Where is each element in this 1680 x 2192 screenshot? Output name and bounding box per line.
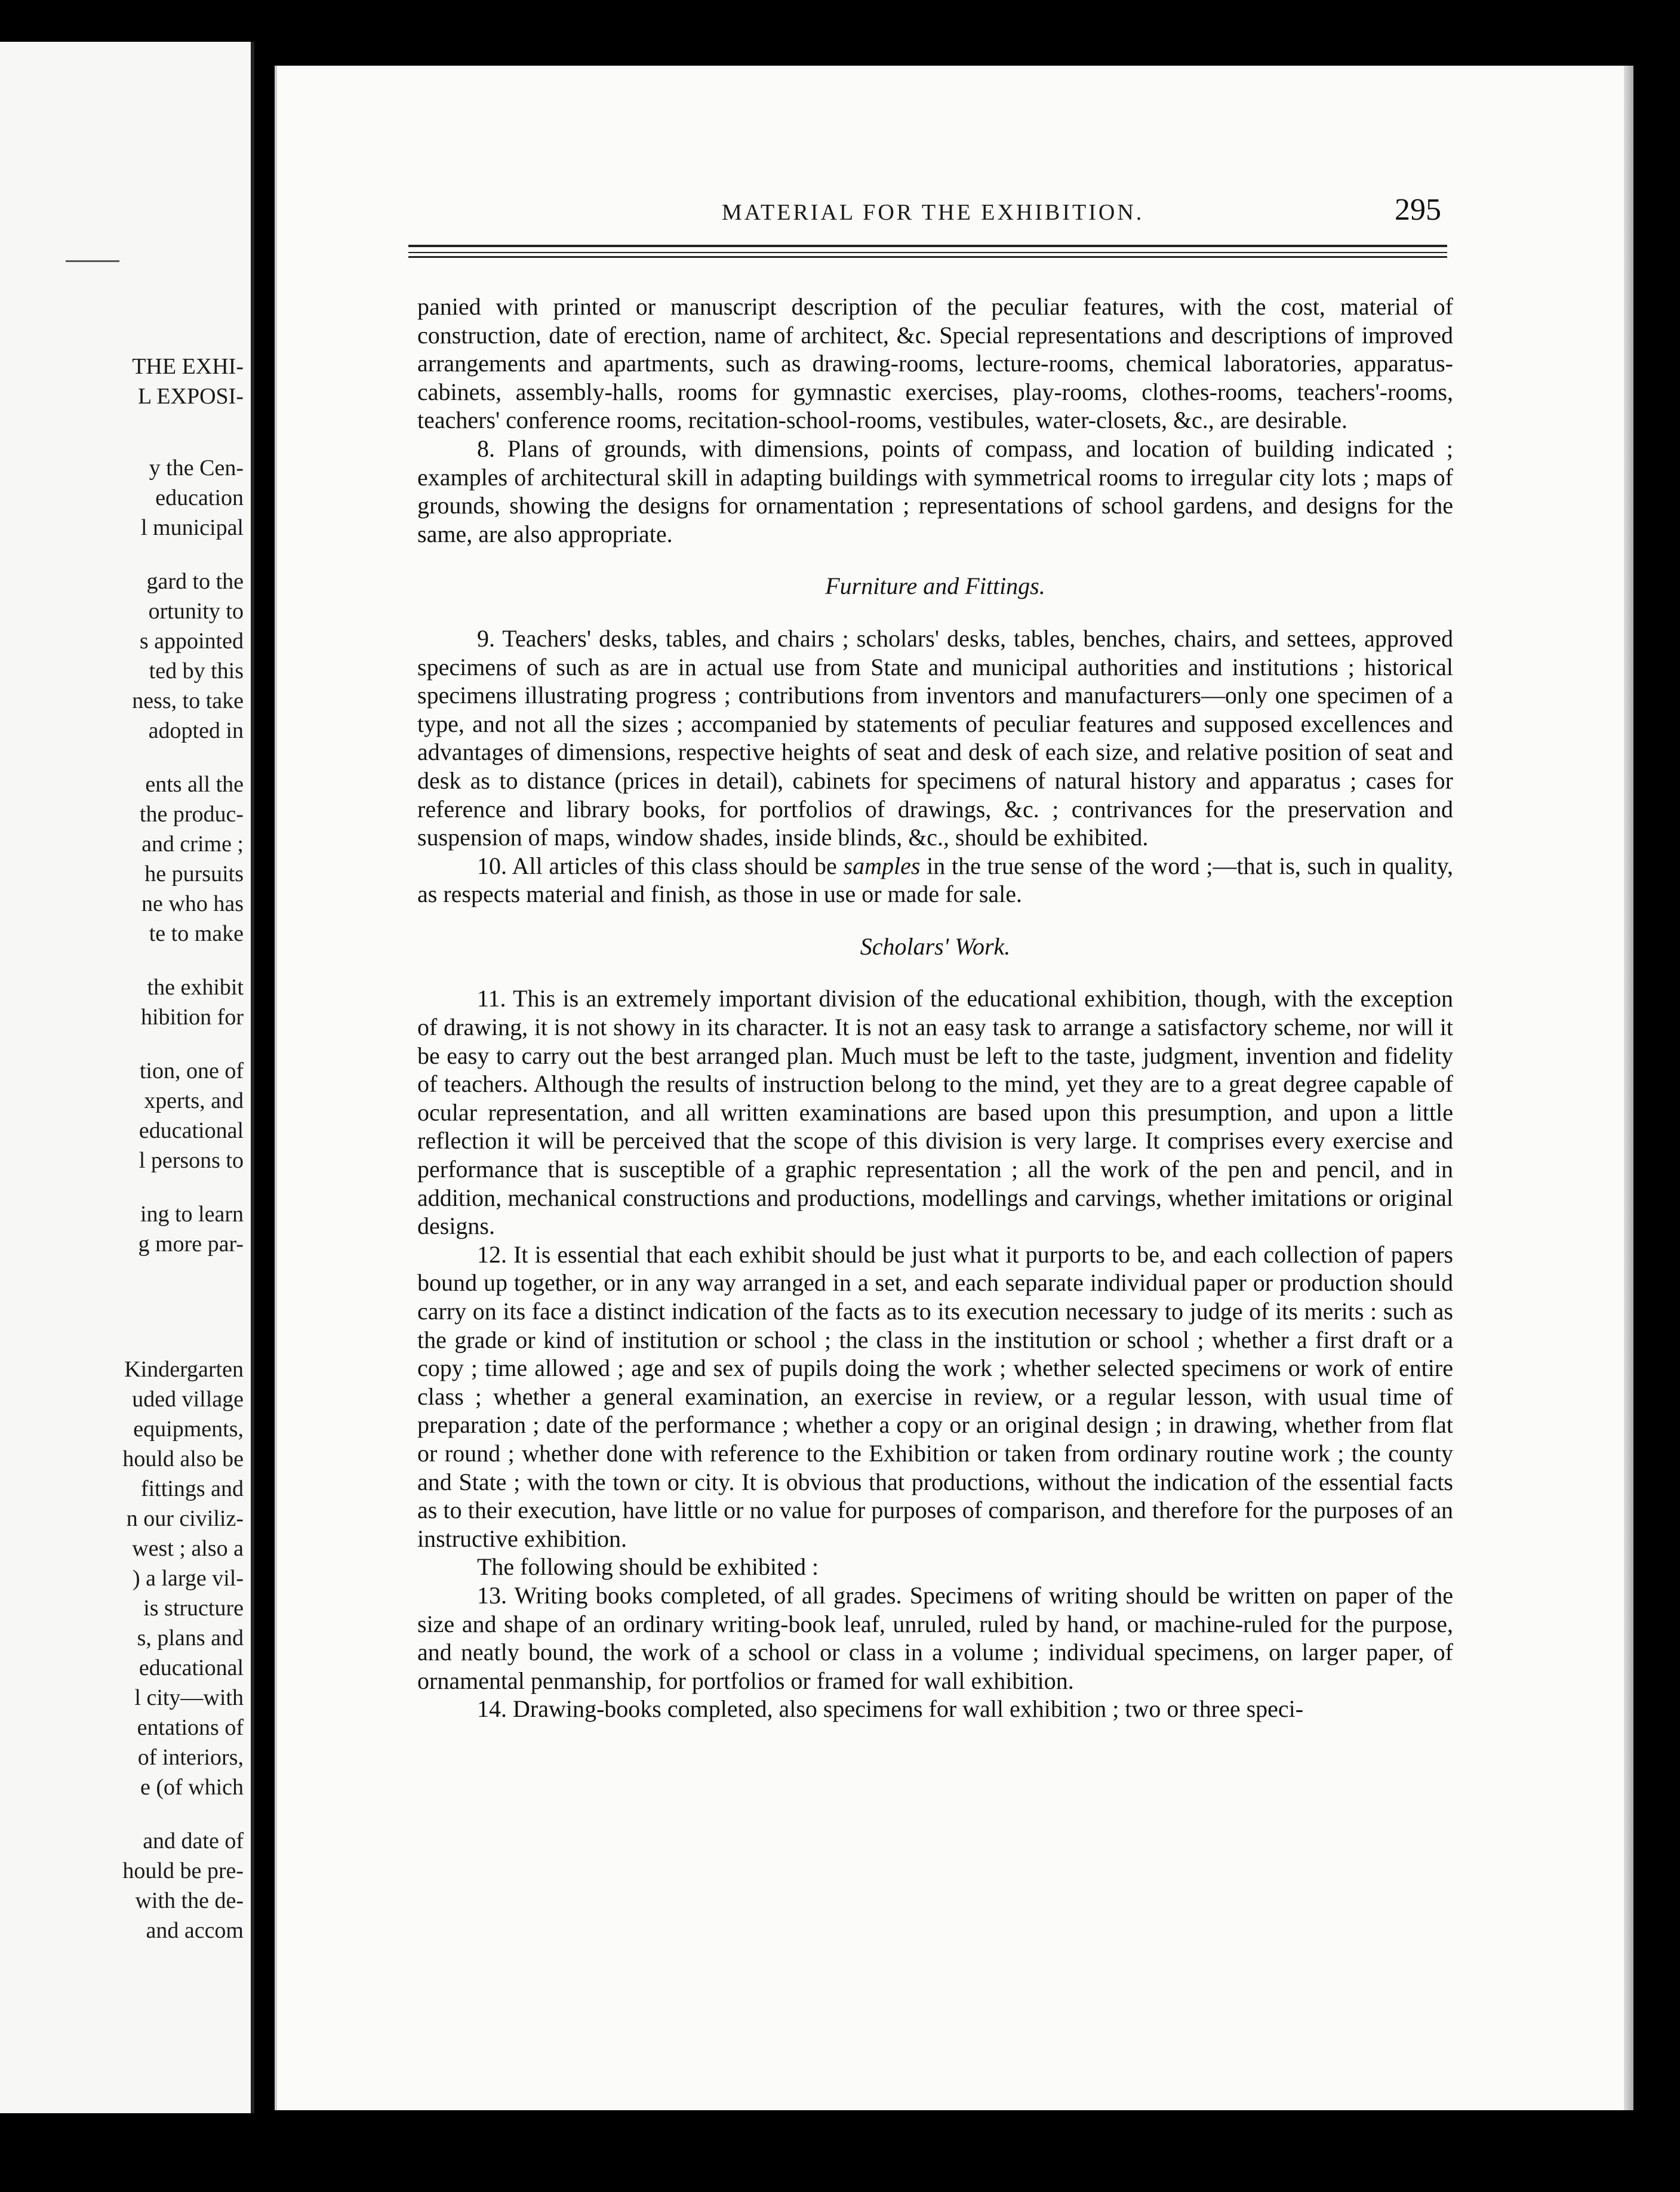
- left-page-fragment: s appointed: [139, 629, 244, 654]
- left-page-fragment: the produc-: [139, 802, 244, 827]
- paragraph-10-start: 10. All articles of this class should be: [477, 852, 844, 879]
- left-page-fragment: uded village: [132, 1387, 244, 1412]
- facing-page-left: [0, 42, 254, 2113]
- left-page-fragment: y the Cen-: [149, 455, 244, 481]
- paragraph-10-emphasis: samples: [843, 852, 921, 879]
- left-page-fragment: hould be pre-: [122, 1858, 244, 1883]
- left-page-fragment: fittings and: [140, 1476, 244, 1501]
- left-page-fragment: ne who has: [141, 891, 244, 916]
- paragraph-8: 8. Plans of grounds, with dimensions, points of compass, and location of building indicated ; examples of architectural skill in adapting buildings with symmetrical rooms to irregular city lots ; maps of grounds, showing the designs for ornamentation ; representations of school gardens, and designs for the same, are also appropriate.: [417, 435, 1453, 547]
- paragraph-14: 14. Drawing-books completed, also specimens for wall exhibition ; two or three speci-: [477, 1695, 1304, 1723]
- main-page: [275, 66, 1633, 2110]
- left-page-fragment: hould also be: [122, 1446, 244, 1471]
- left-page-fragment: hibition for: [140, 1005, 244, 1030]
- running-title: MATERIAL FOR THE EXHIBITION.: [722, 200, 1144, 225]
- header-rule: [408, 245, 1447, 247]
- page-edge: [1624, 66, 1633, 2110]
- left-page-fragment: ted by this: [149, 658, 244, 684]
- page-number: 295: [1395, 193, 1441, 227]
- paragraph-continuation: panied with printed or manuscript description of the peculiar features, with the cost, material of construction, date of erection, name of architect, &c. Special representations and descriptions of improved arrangements and apartments, such as drawing-rooms, lecture-rooms, chemical laboratories, apparatus-cabinets, assembly-halls, rooms for gymnastic exercises, play-rooms, clothes-rooms, teachers'-rooms, teachers' conference rooms, recitation-school-rooms, vestibules, water-closets, &c., are desirable.: [417, 293, 1453, 434]
- left-page-fragment: ortunity to: [148, 599, 244, 624]
- body-text: [417, 293, 1453, 1723]
- left-page-fragment: tion, one of: [139, 1058, 244, 1083]
- left-page-fragment: with the de-: [135, 1888, 244, 1913]
- paragraph-11: 11. This is an extremely important division of the educational exhibition, though, with the exception of drawing, it is not showy in its character. It is not an easy task to arrange a satisfactory scheme, nor will it be easy to carry out the best arranged plan. Much must be left to the taste, judgment, invention and fidelity of teachers. Although the results of instruction belong to the mind, yet they are to a great degree capable of ocular representation, and all written examinations are based upon this presumption, and upon a little reflection it will be perceived that the scope of this division is very large. It comprises every exercise and performance that is susceptible of a graphic representation ; all the work of the pen and pencil, and in addition, mechanical constructions and productions, modellings and carvings, whether imitations or original designs.: [417, 985, 1453, 1240]
- left-page-fragment: g more par-: [138, 1232, 244, 1257]
- left-page-fragment: the exhibit: [147, 975, 244, 1000]
- paragraph-9: 9. Teachers' desks, tables, and chairs ; scholars' desks, tables, benches, chairs, and settees, approved specimens of such as are in actual use from State and municipal authorities and institutions ; historical specimens illustrating progress ; contributions from inventors and manufacturers—only one specimen of a type, and not all the sizes ; accompanied by statements of peculiar features and supposed excellences and advantages of dimensions, respective heights of seat and desk of each size, and relative position of seat and desk as to distance (prices in detail), cabinets for specimens of natural history and apparatus ; cases for reference and library books, for portfolios of drawings, &c. ; contrivances for the preservation and suspension of maps, window shades, inside blinds, &c., should be exhibited.: [417, 624, 1453, 851]
- left-page-fragment: ents all the: [145, 772, 244, 797]
- paragraph-following: The following should be exhibited :: [477, 1553, 819, 1581]
- left-page-fragment: educational: [139, 1118, 244, 1143]
- left-page-fragment: ness, to take: [132, 688, 244, 713]
- left-page-fragment: and accom: [146, 1918, 244, 1943]
- left-page-fragment: and crime ;: [141, 832, 244, 857]
- left-page-fragment: xperts, and: [144, 1088, 244, 1113]
- left-page-fragment: gard to the: [146, 569, 244, 594]
- left-page-fragment: n our civiliz-: [126, 1506, 244, 1531]
- left-page-fragment: is structure: [143, 1596, 244, 1621]
- left-page-fragment: education: [155, 485, 244, 510]
- paragraph-10-end: in the true sense of the word ;—that is, such in quality, as respects material and finish, as those in use or made for sale.: [417, 852, 1453, 908]
- left-page-fragment: e (of which: [140, 1775, 244, 1800]
- left-page-fragment: of interiors,: [137, 1745, 244, 1770]
- left-page-fragment: adopted in: [148, 718, 244, 743]
- section-heading-furniture: Furniture and Fittings.: [825, 572, 1045, 600]
- left-page-fragment: educational: [139, 1655, 244, 1680]
- left-page-fragment: ) a large vil-: [132, 1566, 244, 1591]
- left-page-fragment: s, plans and: [137, 1625, 244, 1651]
- left-page-fragment: west ; also a: [132, 1536, 244, 1561]
- left-page-fragment: he pursuits: [144, 861, 244, 886]
- decorative-dash: [66, 260, 119, 262]
- left-page-fragment: l persons to: [139, 1148, 244, 1173]
- left-page-fragment: entations of: [137, 1715, 244, 1740]
- header-rule: [408, 252, 1447, 253]
- left-page-fragment: THE EXHI-: [132, 354, 244, 379]
- left-page-fragment: ing to learn: [140, 1202, 244, 1227]
- left-page-fragment: Kindergarten: [124, 1357, 244, 1382]
- section-heading-scholars-work: Scholars' Work.: [860, 932, 1011, 960]
- running-head: [277, 66, 1633, 245]
- header-rule: [408, 256, 1447, 258]
- left-page-fragment: te to make: [149, 921, 244, 946]
- paragraph-10: [417, 852, 1453, 909]
- paragraph-12: 12. It is essential that each exhibit should be just what it purports to be, and each collection of papers bound up together, or in any way arranged in a set, and each separate individual paper or production should carry on its face a distinct indication of the facts as to its execution necessary to judge of its merits : such as the grade or kind of institution or school ; the class in the institution or school ; whether a first draft or a copy ; time allowed ; age and sex of pupils doing the work ; whether selected specimens or work of entire class ; whether a general examination, an exercise in review, or a regular lesson, with usual time of preparation ; date of the performance ; whether a copy or an original design ; in drawing, whether from flat or round ; whether done with reference to the Exhibition or taken from ordinary routine work ; the county and State ; with the town or city. It is obvious that productions, without the indication of the essential facts as to their execution, have little or no value for purposes of comparison, and therefore for the purposes of an instructive exhibition.: [417, 1240, 1453, 1552]
- left-page-fragment: l municipal: [140, 515, 244, 540]
- left-page-fragment: L EXPOSI-: [138, 384, 244, 409]
- left-page-fragment: equipments,: [133, 1417, 244, 1442]
- left-page-fragment: and date of: [143, 1828, 244, 1854]
- left-page-fragment: l city—with: [134, 1685, 244, 1710]
- paragraph-13: 13. Writing books completed, of all grades. Specimens of writing should be written on paper of the size and shape of an ordinary writing-book leaf, unruled, ruled by hand, or machine-ruled for the purpose, and neatly bound, the work of a school or class in a volume ; individual specimens, on larger paper, of ornamental penmanship, for portfolios or framed for wall exhibition.: [417, 1581, 1453, 1694]
